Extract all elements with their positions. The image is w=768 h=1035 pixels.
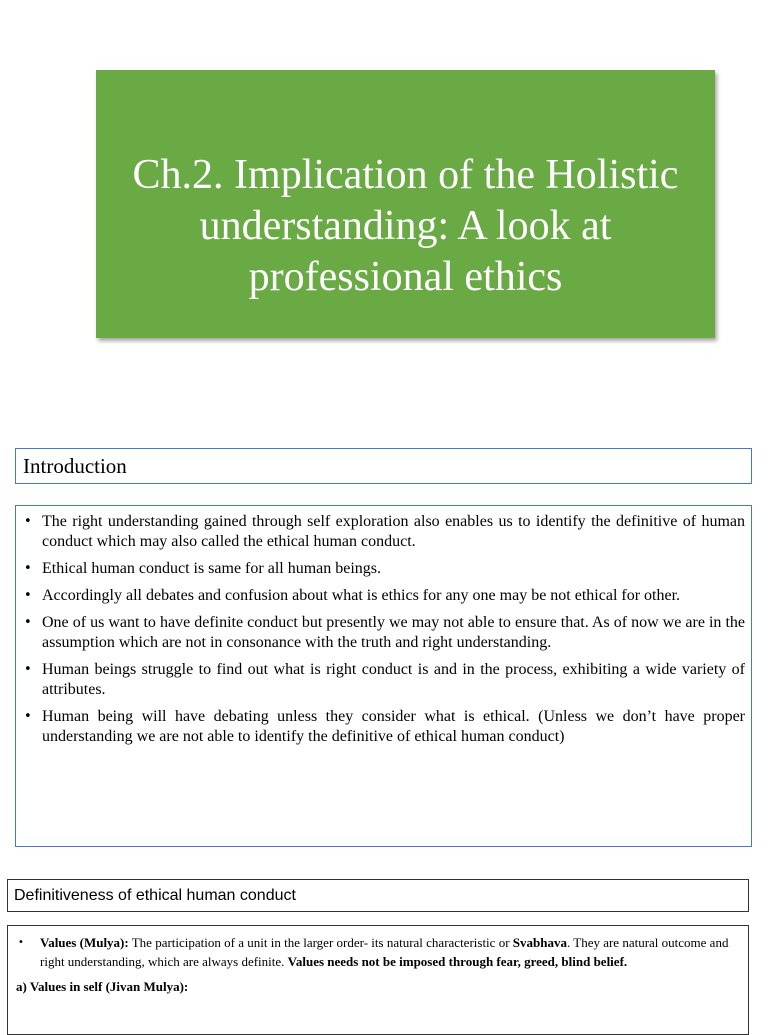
bullet-icon: • [18, 937, 24, 948]
bullet-text: The right understanding gained through self exploration also enables us to identify the definitive of human conduct which may also called the ethical human conduct. [42, 513, 745, 550]
values-in-self-heading: a) Values in self (Jivan Mulya): [16, 979, 189, 994]
introduction-bullet-list [22, 512, 745, 747]
introduction-bullet-item [22, 613, 745, 653]
introduction-bullet-item [22, 660, 745, 700]
values-emphasis: Values needs not be imposed through fear, greed, blind belief. [287, 954, 628, 969]
bullet-text: One of us want to have definite conduct but presently we may not able to ensure that. As of now we are in the assumption which are not in consonance with the truth and right understanding. [42, 614, 745, 651]
bullet-icon: • [24, 561, 32, 576]
bullet-text: Accordingly all debates and confusion about what is ethics for any one may be not ethical for other. [42, 587, 681, 604]
bullet-icon: • [24, 588, 32, 603]
bullet-text: Human beings struggle to find out what is right conduct is and in the process, exhibiting a wide variety of attributes. [42, 661, 745, 698]
introduction-heading: Introduction [15, 448, 752, 484]
bullet-icon: • [24, 662, 32, 677]
bullet-text: Human being will have debating unless they consider what is ethical. (Unless we don’t have proper understanding we are not able to identify the definitive of ethical human conduct) [42, 708, 745, 745]
bullet-icon: • [24, 615, 32, 630]
chapter-title-box [96, 70, 715, 338]
definitiveness-body [7, 925, 749, 1035]
values-text: The participation of a unit in the larger order- its natural characteristic or [128, 935, 513, 950]
chapter-title: Ch.2. Implication of the Holistic understanding: A look at professional ethics [132, 151, 679, 300]
svabhava-term: Svabhava [512, 935, 567, 950]
bullet-icon: • [24, 514, 32, 529]
values-label: Values (Mulya): [40, 935, 129, 950]
introduction-bullet-item [22, 707, 745, 747]
definitiveness-heading: Definitiveness of ethical human conduct [7, 879, 749, 912]
values-paragraph [16, 933, 740, 971]
values-text-cont: . They are natural outcome and right understanding, which are always definite. [40, 935, 729, 969]
bullet-icon: • [24, 709, 32, 724]
introduction-bullet-item [22, 586, 745, 606]
introduction-bullet-item [22, 559, 745, 579]
bullet-text: Ethical human conduct is same for all human beings. [42, 560, 382, 577]
introduction-bullet-item [22, 512, 745, 552]
introduction-body [15, 505, 752, 847]
